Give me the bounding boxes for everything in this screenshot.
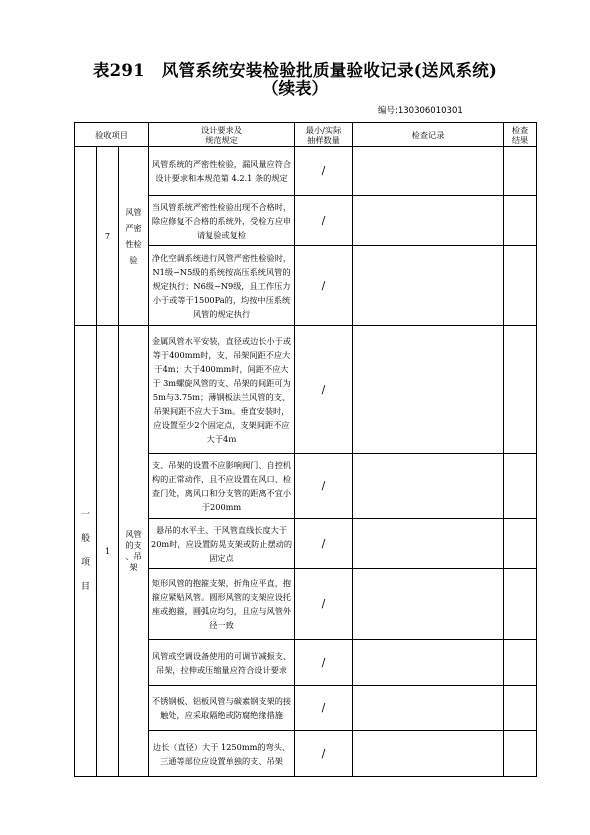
general-items-label: 一 般 项 目: [75, 326, 97, 777]
check-record-cell[interactable]: [353, 147, 504, 196]
requirement-text: 金属风管水平安装，直径或边长小于或等于400mm时，支、吊架间距不应大于4m；大于400mm时，间距不应大于 3m螺旋风管的支、吊架的间距可为5m与3.75m；薄钢板法兰风管的支、吊架间距不应大于3m。垂直安装时，应设置至少2个固定点，支架间距不应大于4ｍ: [149, 326, 295, 454]
check-record-cell[interactable]: [353, 246, 504, 326]
sample-count: /: [295, 147, 353, 196]
group-blank: [75, 147, 97, 326]
sample-count: /: [295, 731, 353, 777]
check-record-cell[interactable]: [353, 326, 504, 454]
requirement-text: 不锈钢板、铝板风管与碳素钢支架的接触处，应采取隔绝或防腐绝缘措施: [149, 686, 295, 731]
requirement-text: 风管或空调设备使用的可调节减振支、吊架，拉伸或压缩量应符合设计要求: [149, 640, 295, 686]
requirement-text: 悬吊的水平主、干风管直线长度大于 20m时，应设置防晃支架或防止摆动的固定点: [149, 519, 295, 569]
requirement-text: 净化空调系统进行风管严密性检验时，N1级~N5级的系统按高压系统风管的规定执行；N6级~N9级，且工作压力小于或等于1500Pa的，均按中压系统风管的规定执行: [149, 246, 295, 326]
sample-count: /: [295, 454, 353, 519]
table-row: [75, 326, 537, 454]
check-result-cell[interactable]: [504, 686, 537, 731]
sample-count: /: [295, 640, 353, 686]
sample-count: /: [295, 246, 353, 326]
table-row: [75, 147, 537, 196]
check-record-cell[interactable]: [353, 640, 504, 686]
inspection-table: [74, 122, 537, 777]
sample-count: /: [295, 569, 353, 640]
check-record-cell[interactable]: [353, 686, 504, 731]
requirement-text: 矩形风管的抱箍支架，折角应平直，抱箍应紧贴风管。圆形风管的支架应设托座或抱箍，圆弧应均匀，且应与风管外径一致: [149, 569, 295, 640]
header-result: 检查 结果: [504, 123, 537, 147]
document-title: 表291 风管系统安装检验批质量验收记录(送风系统): [92, 61, 498, 80]
table-header-row: [75, 123, 537, 147]
sample-count: /: [295, 686, 353, 731]
check-result-cell[interactable]: [504, 731, 537, 777]
sample-count: /: [295, 196, 353, 246]
requirement-text: 风管系统的严密性检验，漏风量应符合设计要求和本规范第 4.2.1 条的规定: [149, 147, 295, 196]
check-result-cell[interactable]: [504, 569, 537, 640]
check-result-cell[interactable]: [504, 640, 537, 686]
check-record-cell[interactable]: [353, 454, 504, 519]
header-record: 检查记录: [353, 123, 504, 147]
item-category: 风管 严密 性检 验: [119, 147, 149, 326]
check-result-cell[interactable]: [504, 519, 537, 569]
item-number: 1: [97, 326, 119, 777]
check-result-cell[interactable]: [504, 454, 537, 519]
check-record-cell[interactable]: [353, 196, 504, 246]
check-result-cell[interactable]: [504, 147, 537, 196]
header-design: 设计要求及 规范规定: [149, 123, 295, 147]
document-code: 编号:130306010301: [378, 106, 463, 116]
sample-count: /: [295, 326, 353, 454]
check-result-cell[interactable]: [504, 246, 537, 326]
sample-count: /: [295, 519, 353, 569]
header-item: 验收项目: [75, 123, 149, 147]
header-sample: 最小/实际 抽样数量: [295, 123, 353, 147]
check-record-cell[interactable]: [353, 569, 504, 640]
item-number: 7: [97, 147, 119, 326]
requirement-text: 边长（直径）大于 1250mm的弯头、三通等部位应设置单独的支、吊架: [149, 731, 295, 777]
document-subtitle: （续表）: [262, 79, 328, 98]
item-category: 风管 的支 、吊 架: [119, 326, 149, 777]
requirement-text: 当风管系统严密性检验出现不合格时，除应修复不合格的系统外，受检方应申请复验或复检: [149, 196, 295, 246]
check-result-cell[interactable]: [504, 326, 537, 454]
check-result-cell[interactable]: [504, 196, 537, 246]
requirement-text: 支、吊架的设置不应影响阀门、自控机构的正常动作，且不应设置在风口、检查门处，离风口和分支管的距离不宜小于200mm: [149, 454, 295, 519]
check-record-cell[interactable]: [353, 519, 504, 569]
check-record-cell[interactable]: [353, 731, 504, 777]
